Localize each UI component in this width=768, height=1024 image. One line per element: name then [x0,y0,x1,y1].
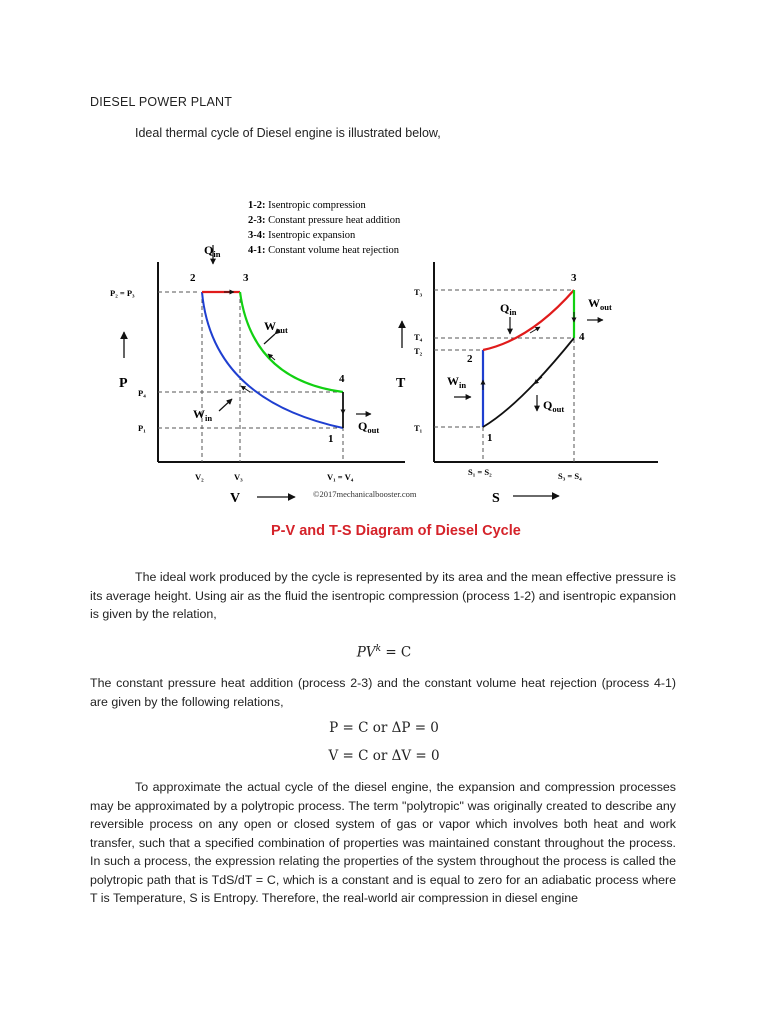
ts-point-2: 2 [467,353,473,365]
ts-label-qout: $Q_{out}$ [543,398,565,414]
pv-axis-label-p: P [119,376,128,391]
pv-tick-p2-p3: P₂ = P₃ [110,288,135,298]
ts-label-qin: $Q_{in}$ [500,301,517,317]
pv-label-wout: $W_{out}$ [264,319,288,335]
intro-sentence: Ideal thermal cycle of Diesel engine is illustrated below, [135,126,441,140]
figure-caption: P-V and T-S Diagram of Diesel Cycle [271,523,521,539]
ts-tick-t1: T₁ [414,423,423,433]
pv-point-4: 4 [339,373,345,385]
pv-tick-p4: P₄ [138,388,146,398]
ts-tick-s3-s4: S₃ = S₄ [558,471,582,481]
copyright-notice: ©2017mechanicalbooster.com [313,489,417,499]
pv-point-2: 2 [190,272,196,284]
paragraph-work: The ideal work produced by the cycle is represented by its area and the mean effective pressure is its average height. Using air as the fluid the isentropic compression (process 1-2) and isentropic expansion is given by the relation, [90,570,676,621]
pv-label-win: $W_{in}$ [193,407,213,423]
ts-label-win: $W_{in}$ [447,374,467,390]
paragraph-heat: The constant pressure heat addition (process 2-3) and the constant volume heat rejection (process 4-1) are given by the following relations, [90,676,676,709]
pv-process-3-4 [240,292,343,392]
ts-tick-t4: T₄ [414,332,423,342]
ts-tick-t3: T₃ [414,287,423,297]
pv-wout-arrow-icon [264,334,275,344]
paragraph-polytropic: To approximate the actual cycle of the diesel engine, the expansion and compression processes may be approximated by a polytropic process. The term "polytropic" was originally created to describe any reversible process on any open or closed system of gas or vapor which involves both heat and work transfer, such that a specified combination of properties was maintained constant throughout the process. In such a process, the expression relating the properties of the system throughout the process is called the polytropic path that is TdS/dT = C, which is a constant and is equal to zero for an adiabatic process where T is Temperature, S is Entropy. Therefore, the real-world air compression in diesel engine [90,780,676,905]
pv-point-1: 1 [328,433,334,445]
pv-point-3: 3 [243,272,249,284]
ts-tick-s1-s2: S₁ = S₂ [468,467,492,477]
document-title: DIESEL POWER PLANT [90,95,233,109]
ts-process-2-3 [483,290,574,350]
equation-isentropic: $PV^k = C$ [356,644,412,661]
ts-direction-marker-4-1 [534,377,542,384]
legend-2-3: 2-3: Constant pressure heat addition [248,215,401,226]
ts-tick-t2: T₂ [414,346,423,356]
pv-axis-label-v: V [230,491,241,506]
pv-diagram [110,243,417,506]
legend-1-2: 1-2: Isentropic compression [248,200,366,211]
pv-win-arrow-icon [219,399,232,411]
ts-point-3: 3 [571,272,577,284]
ts-axis-label-t: T [396,376,406,391]
pv-tick-p1: P₁ [138,423,146,433]
ts-axis-label-s: S [492,491,500,506]
ts-label-wout: $W_{out}$ [588,296,612,312]
pv-tick-v1-v4: V₁ = V₄ [327,472,354,482]
pv-tick-v2: V₂ [195,472,204,482]
equation-constant-volume: V = C or ΔV = 0 [328,748,440,764]
ts-point-4: 4 [579,331,585,343]
pv-tick-v3: V₃ [234,472,243,482]
pv-label-qin: $Q_{in}$ [204,243,221,259]
legend-4-1: 4-1: Constant volume heat rejection [248,245,400,256]
legend-3-4: 3-4: Isentropic expansion [248,230,356,241]
ts-point-1: 1 [487,432,493,444]
pv-guide-lines [158,292,343,462]
diesel-cycle-figure [100,190,665,520]
process-legend [248,200,401,256]
ts-diagram [396,262,658,506]
equation-constant-pressure: P = C or ΔP = 0 [329,720,439,736]
pv-label-qout: $Q_{out}$ [358,419,380,435]
